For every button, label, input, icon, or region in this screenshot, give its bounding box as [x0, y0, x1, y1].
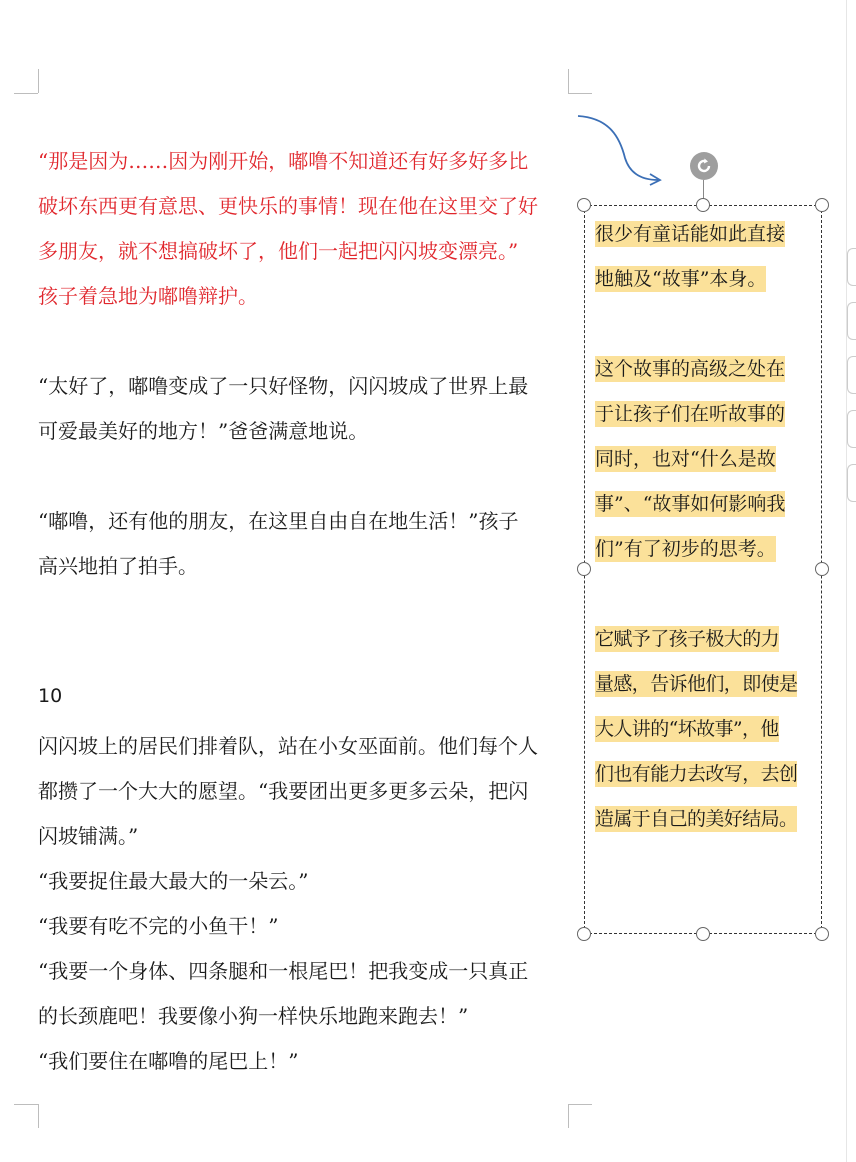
text-line: [595, 212, 817, 257]
text-line: [595, 752, 817, 797]
side-toolbar-tab[interactable]: [847, 302, 856, 340]
highlighted-text: 于让孩子们在听故事的: [595, 403, 786, 425]
highlighted-text: 们”有了初步的思考。: [595, 538, 776, 560]
crop-mark-bottom-left-v: [38, 1104, 39, 1128]
textbox-paragraph[interactable]: [595, 347, 817, 572]
resize-handle-bottom-left[interactable]: [577, 927, 591, 941]
highlighted-text: 很少有童话能如此直接: [595, 223, 786, 245]
highlighted-text: 事”、“故事如何影响我: [595, 493, 786, 515]
crop-mark-bottom-left-h: [14, 1104, 38, 1105]
text-line: [595, 662, 817, 707]
side-toolbar-tab[interactable]: [847, 356, 856, 394]
side-toolbar-tab[interactable]: [847, 410, 856, 448]
paragraph[interactable]: [38, 364, 573, 454]
text-line: [595, 347, 817, 392]
paragraph[interactable]: [38, 499, 573, 589]
textbox-paragraph[interactable]: [595, 212, 817, 302]
highlighted-text: 造属于自己的美好结局。: [595, 808, 798, 830]
highlighted-text: 量感，告诉他们，即使是: [595, 673, 798, 695]
highlighted-text: 地触及“故事”本身。: [595, 268, 767, 290]
paragraph-red[interactable]: [38, 139, 573, 319]
highlighted-text: 同时，也对“什么是故: [595, 448, 776, 470]
text-line: “太好了，嘟噜变成了一只好怪物，闪闪坡成了世界上最: [38, 374, 529, 398]
text-line: 都攒了一个大大的愿望。“我要团出更多更多云朵，把闪: [38, 779, 529, 803]
text-line: “我要捉住最大最大的一朵云。”: [38, 869, 309, 893]
page-edge: [846, 0, 847, 1162]
text-line: [595, 437, 817, 482]
text-line: [595, 797, 817, 842]
text-line: 可爱最美好的地方！”爸爸满意地说。: [38, 419, 369, 443]
side-toolbar-tab[interactable]: [847, 248, 856, 286]
section-number: 10: [38, 685, 63, 707]
side-toolbar-tab[interactable]: [847, 464, 856, 502]
resize-handle-top-right[interactable]: [815, 198, 829, 212]
resize-handle-bottom-right[interactable]: [815, 927, 829, 941]
highlighted-text: 大人讲的“坏故事”，他: [595, 718, 779, 740]
rotate-handle-icon[interactable]: [690, 152, 718, 180]
resize-handle-top-center[interactable]: [696, 198, 710, 212]
crop-mark-top-right-v: [568, 69, 569, 93]
text-line: 的长颈鹿吧！我要像小狗一样快乐地跑来跑去！”: [38, 1004, 469, 1028]
textbox-paragraph[interactable]: [595, 617, 817, 842]
text-line: [595, 707, 817, 752]
highlighted-text: 们也有能力去改写，去创: [595, 763, 798, 785]
highlighted-text: 这个故事的高级之处在: [595, 358, 786, 380]
resize-handle-top-left[interactable]: [577, 198, 591, 212]
text-line: 孩子着急地为嘟噜辩护。: [38, 284, 258, 308]
crop-mark-top-left-v: [38, 69, 39, 93]
text-line: 闪坡铺满。”: [38, 824, 139, 848]
text-line: “那是因为……因为刚开始，嘟噜不知道还有好多好多比: [38, 149, 529, 173]
highlighted-text: 它赋予了孩子极大的力: [595, 628, 780, 650]
resize-handle-middle-left[interactable]: [577, 562, 591, 576]
text-line: [595, 392, 817, 437]
crop-mark-bottom-right-v: [568, 1104, 569, 1128]
text-line: “我要有吃不完的小鱼干！”: [38, 914, 279, 938]
resize-handle-bottom-center[interactable]: [696, 927, 710, 941]
text-line: “我们要住在嘟噜的尾巴上！”: [38, 1049, 299, 1073]
text-line: 高兴地拍了拍手。: [38, 554, 198, 578]
text-line: 多朋友，就不想搞破坏了，他们一起把闪闪坡变漂亮。”: [38, 239, 519, 263]
text-line: “我要一个身体、四条腿和一根尾巴！把我变成一只真正: [38, 959, 529, 983]
text-line: [595, 617, 817, 662]
crop-mark-top-left-h: [14, 93, 38, 94]
curved-arrow-icon: [570, 108, 670, 193]
text-line: [595, 257, 817, 302]
text-line: [595, 527, 817, 572]
crop-mark-top-right-h: [568, 93, 592, 94]
text-line: 闪闪坡上的居民们排着队，站在小女巫面前。他们每个人: [38, 734, 538, 758]
paragraph[interactable]: [38, 724, 573, 1084]
resize-handle-middle-right[interactable]: [815, 562, 829, 576]
text-line: 破坏东西更有意思、更快乐的事情！现在他在这里交了好: [38, 194, 538, 218]
text-line: [595, 482, 817, 527]
crop-mark-bottom-right-h: [568, 1104, 592, 1105]
text-line: “嘟噜，还有他的朋友，在这里自由自在地生活！”孩子: [38, 509, 519, 533]
